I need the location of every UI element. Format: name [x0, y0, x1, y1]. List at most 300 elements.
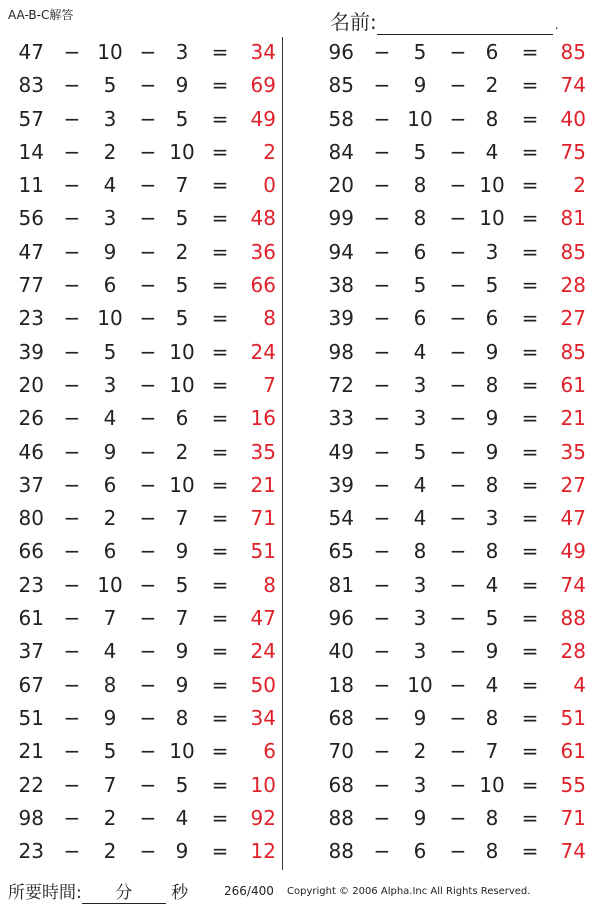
minus-sign-2: −	[139, 306, 157, 331]
equals-sign: =	[521, 472, 539, 497]
subtrahend-2: 10	[479, 772, 505, 797]
subtrahend-2: 8	[485, 106, 499, 131]
minuend: 21	[18, 739, 44, 764]
equals-sign: =	[211, 839, 229, 864]
subtrahend-2: 4	[485, 572, 499, 597]
minus-sign-1: −	[373, 805, 391, 830]
minus-sign-1: −	[373, 106, 391, 131]
answer: 85	[560, 40, 586, 64]
minus-sign-1: −	[373, 439, 391, 464]
equals-sign: =	[211, 439, 229, 464]
subtrahend-1: 3	[413, 406, 427, 431]
minus-sign-1: −	[373, 672, 391, 697]
minus-sign-2: −	[449, 139, 467, 164]
equals-sign: =	[211, 472, 229, 497]
minuend: 70	[328, 739, 354, 764]
subtrahend-1: 4	[103, 639, 117, 664]
minuend: 46	[18, 439, 44, 464]
subtrahend-1: 8	[413, 206, 427, 231]
subtrahend-2: 5	[175, 206, 189, 231]
minuend: 68	[328, 772, 354, 797]
minuend: 58	[328, 106, 354, 131]
time-label: 所要時間:	[8, 883, 82, 903]
subtrahend-1: 5	[103, 739, 117, 764]
column-divider	[282, 37, 283, 870]
subtrahend-1: 3	[103, 106, 117, 131]
minus-sign-1: −	[373, 40, 391, 64]
minus-sign-2: −	[139, 639, 157, 664]
problem-row	[318, 236, 598, 269]
problem-row	[8, 202, 288, 235]
equals-sign: =	[211, 406, 229, 431]
answer: 8	[263, 306, 276, 331]
answer: 47	[250, 606, 276, 631]
minus-sign-2: −	[139, 539, 157, 564]
minus-sign-1: −	[63, 173, 81, 198]
problem-row	[8, 402, 288, 435]
minus-sign-1: −	[373, 339, 391, 364]
problem-row	[318, 369, 598, 402]
answer: 71	[250, 506, 276, 531]
minuend: 14	[18, 139, 44, 164]
answer: 6	[263, 739, 276, 764]
subtrahend-1: 3	[103, 206, 117, 231]
minus-sign-2: −	[139, 472, 157, 497]
minus-sign-1: −	[63, 339, 81, 364]
subtrahend-2: 5	[175, 273, 189, 298]
subtrahend-2: 3	[485, 506, 499, 531]
minus-sign-2: −	[139, 106, 157, 131]
subtrahend-1: 3	[413, 772, 427, 797]
problem-row	[8, 169, 288, 202]
equals-sign: =	[521, 705, 539, 730]
answer: 71	[560, 805, 586, 830]
minus-sign-2: −	[449, 606, 467, 631]
minuend: 39	[328, 306, 354, 331]
answer: 35	[560, 439, 586, 464]
equals-sign: =	[521, 805, 539, 830]
problem-row	[8, 302, 288, 335]
minus-sign-2: −	[139, 705, 157, 730]
subtrahend-1: 9	[413, 705, 427, 730]
answer: 34	[250, 40, 276, 64]
equals-sign: =	[521, 239, 539, 264]
subtrahend-1: 9	[413, 805, 427, 830]
equals-sign: =	[211, 739, 229, 764]
problem-row	[8, 136, 288, 169]
answer: 28	[560, 639, 586, 664]
answer: 88	[560, 606, 586, 631]
answer: 81	[560, 206, 586, 231]
subtrahend-2: 7	[485, 739, 499, 764]
minus-sign-1: −	[373, 572, 391, 597]
subtrahend-1: 5	[413, 439, 427, 464]
minus-sign-2: −	[449, 739, 467, 764]
minuend: 77	[18, 273, 44, 298]
minuend: 40	[328, 639, 354, 664]
subtrahend-1: 10	[97, 306, 123, 331]
equals-sign: =	[521, 639, 539, 664]
subtrahend-2: 10	[169, 739, 195, 764]
subtrahend-1: 2	[103, 506, 117, 531]
problem-row	[8, 236, 288, 269]
minus-sign-2: −	[449, 639, 467, 664]
subtrahend-2: 4	[485, 139, 499, 164]
problem-row	[318, 202, 598, 235]
minus-sign-2: −	[449, 40, 467, 64]
subtrahend-2: 10	[479, 206, 505, 231]
minus-sign-2: −	[449, 339, 467, 364]
minus-sign-1: −	[373, 73, 391, 98]
minus-sign-2: −	[449, 805, 467, 830]
answer: 75	[560, 139, 586, 164]
subtrahend-2: 7	[175, 173, 189, 198]
minus-sign-1: −	[63, 739, 81, 764]
minus-sign-1: −	[63, 572, 81, 597]
minus-sign-2: −	[449, 839, 467, 864]
subtrahend-1: 10	[407, 106, 433, 131]
minus-sign-2: −	[449, 106, 467, 131]
page-number: 266/400	[224, 884, 274, 898]
problem-row	[318, 436, 598, 469]
subtrahend-1: 10	[97, 40, 123, 64]
minus-sign-2: −	[139, 572, 157, 597]
answer: 7	[263, 372, 276, 397]
minus-sign-1: −	[63, 672, 81, 697]
problem-row	[318, 402, 598, 435]
minus-sign-2: −	[449, 572, 467, 597]
answer: 34	[250, 705, 276, 730]
problem-row	[318, 336, 598, 369]
minus-sign-1: −	[373, 506, 391, 531]
minus-sign-2: −	[449, 306, 467, 331]
equals-sign: =	[211, 273, 229, 298]
minuend: 98	[18, 805, 44, 830]
equals-sign: =	[521, 139, 539, 164]
right-problem-column	[318, 36, 598, 868]
subtrahend-1: 5	[413, 273, 427, 298]
subtrahend-1: 8	[413, 173, 427, 198]
subtrahend-1: 3	[413, 639, 427, 664]
subtrahend-1: 10	[407, 672, 433, 697]
subtrahend-2: 9	[485, 439, 499, 464]
answer: 2	[573, 173, 586, 198]
minus-sign-2: −	[139, 739, 157, 764]
equals-sign: =	[211, 106, 229, 131]
problem-row	[318, 669, 598, 702]
minuend: 49	[328, 439, 354, 464]
equals-sign: =	[521, 839, 539, 864]
time-taken	[8, 878, 188, 904]
equals-sign: =	[211, 306, 229, 331]
problem-row	[318, 302, 598, 335]
problem-row	[318, 602, 598, 635]
minus-sign-1: −	[63, 772, 81, 797]
minus-sign-1: −	[63, 406, 81, 431]
answer: 49	[560, 539, 586, 564]
minuend: 68	[328, 705, 354, 730]
subtrahend-1: 4	[103, 406, 117, 431]
problem-row	[8, 769, 288, 802]
subtrahend-2: 9	[175, 539, 189, 564]
minus-sign-1: −	[63, 805, 81, 830]
subtrahend-1: 5	[413, 40, 427, 64]
problem-row	[8, 735, 288, 768]
minus-sign-1: −	[373, 639, 391, 664]
minus-sign-2: −	[139, 206, 157, 231]
equals-sign: =	[521, 206, 539, 231]
minus-sign-2: −	[139, 839, 157, 864]
minuend: 47	[18, 40, 44, 64]
subtrahend-1: 6	[103, 273, 117, 298]
subtrahend-2: 2	[175, 439, 189, 464]
minuend: 67	[18, 672, 44, 697]
minus-sign-1: −	[63, 372, 81, 397]
minus-sign-2: −	[139, 73, 157, 98]
subtrahend-2: 9	[175, 73, 189, 98]
equals-sign: =	[211, 539, 229, 564]
subtrahend-1: 4	[103, 173, 117, 198]
answer: 27	[560, 306, 586, 331]
subtrahend-2: 8	[485, 805, 499, 830]
problem-row	[8, 569, 288, 602]
equals-sign: =	[211, 639, 229, 664]
answer: 49	[250, 106, 276, 131]
minus-sign-1: −	[63, 106, 81, 131]
minus-sign-1: −	[373, 173, 391, 198]
problem-row	[318, 835, 598, 868]
minus-sign-2: −	[139, 139, 157, 164]
minus-sign-2: −	[139, 339, 157, 364]
equals-sign: =	[521, 739, 539, 764]
subtrahend-1: 9	[103, 439, 117, 464]
minus-sign-1: −	[63, 705, 81, 730]
minus-sign-2: −	[139, 406, 157, 431]
subtrahend-1: 6	[103, 539, 117, 564]
minuend: 23	[18, 839, 44, 864]
minuend: 54	[328, 506, 354, 531]
minuend: 85	[328, 73, 354, 98]
subtrahend-1: 9	[103, 705, 117, 730]
problem-row	[8, 269, 288, 302]
subtrahend-1: 5	[413, 139, 427, 164]
minus-sign-2: −	[139, 273, 157, 298]
subtrahend-2: 7	[175, 606, 189, 631]
minus-sign-2: −	[449, 772, 467, 797]
minus-sign-2: −	[449, 705, 467, 730]
equals-sign: =	[521, 406, 539, 431]
answer: 85	[560, 339, 586, 364]
subtrahend-1: 5	[103, 73, 117, 98]
minus-sign-1: −	[63, 839, 81, 864]
answer: 74	[560, 839, 586, 864]
subtrahend-1: 4	[413, 506, 427, 531]
minuend: 39	[328, 472, 354, 497]
problem-row	[8, 635, 288, 668]
minuend: 84	[328, 139, 354, 164]
minus-sign-2: −	[449, 539, 467, 564]
answer: 21	[560, 406, 586, 431]
subtrahend-1: 6	[103, 472, 117, 497]
minus-sign-1: −	[63, 206, 81, 231]
equals-sign: =	[521, 439, 539, 464]
answer: 16	[250, 406, 276, 431]
minus-sign-2: −	[449, 273, 467, 298]
equals-sign: =	[521, 506, 539, 531]
copyright: Copyright © 2006 Alpha.Inc All Rights Reserved.	[287, 886, 531, 897]
equals-sign: =	[211, 339, 229, 364]
minutes-blank	[82, 878, 166, 904]
answer: 50	[250, 672, 276, 697]
minuend: 61	[18, 606, 44, 631]
minus-sign-2: −	[139, 606, 157, 631]
minuend: 23	[18, 306, 44, 331]
subtrahend-1: 8	[103, 672, 117, 697]
minuend: 83	[18, 73, 44, 98]
answer: 47	[560, 506, 586, 531]
subtrahend-2: 10	[169, 339, 195, 364]
minus-sign-2: −	[139, 805, 157, 830]
answer: 51	[250, 539, 276, 564]
minuend: 37	[18, 639, 44, 664]
subtrahend-1: 3	[103, 372, 117, 397]
problem-row	[8, 103, 288, 136]
equals-sign: =	[211, 572, 229, 597]
subtrahend-2: 3	[485, 239, 499, 264]
name-blank-line	[377, 16, 553, 35]
minuend: 88	[328, 805, 354, 830]
subtrahend-2: 5	[175, 306, 189, 331]
answer: 51	[560, 705, 586, 730]
problem-row	[318, 569, 598, 602]
minuend: 37	[18, 472, 44, 497]
minuend: 94	[328, 239, 354, 264]
minuend: 99	[328, 206, 354, 231]
minus-sign-1: −	[373, 139, 391, 164]
subtrahend-2: 9	[175, 839, 189, 864]
subtrahend-1: 9	[103, 239, 117, 264]
subtrahend-1: 6	[413, 306, 427, 331]
problem-row	[8, 835, 288, 868]
subtrahend-1: 6	[413, 839, 427, 864]
equals-sign: =	[211, 239, 229, 264]
minuend: 98	[328, 339, 354, 364]
minus-sign-1: −	[63, 40, 81, 64]
answer: 0	[263, 173, 276, 198]
minuend: 20	[328, 173, 354, 198]
worksheet-title: AA-B-C解答	[8, 8, 74, 22]
minus-sign-2: −	[449, 239, 467, 264]
problem-row	[8, 469, 288, 502]
minuend: 23	[18, 572, 44, 597]
minus-sign-2: −	[139, 439, 157, 464]
subtrahend-2: 4	[175, 805, 189, 830]
subtrahend-2: 6	[175, 406, 189, 431]
subtrahend-1: 9	[413, 73, 427, 98]
minuend: 39	[18, 339, 44, 364]
equals-sign: =	[521, 772, 539, 797]
minus-sign-1: −	[63, 506, 81, 531]
subtrahend-2: 10	[169, 472, 195, 497]
subtrahend-2: 7	[175, 506, 189, 531]
minus-sign-2: −	[449, 439, 467, 464]
problem-row	[8, 802, 288, 835]
answer: 85	[560, 239, 586, 264]
problem-row	[318, 535, 598, 568]
equals-sign: =	[211, 705, 229, 730]
problem-row	[318, 735, 598, 768]
subtrahend-2: 8	[485, 372, 499, 397]
answer: 92	[250, 805, 276, 830]
minuend: 66	[18, 539, 44, 564]
minus-sign-2: −	[449, 73, 467, 98]
minus-sign-2: −	[449, 372, 467, 397]
minus-sign-1: −	[373, 273, 391, 298]
minuend: 65	[328, 539, 354, 564]
subtrahend-1: 3	[413, 572, 427, 597]
minuend: 88	[328, 839, 354, 864]
equals-sign: =	[521, 306, 539, 331]
subtrahend-2: 6	[485, 306, 499, 331]
answer: 35	[250, 439, 276, 464]
minus-sign-1: −	[373, 839, 391, 864]
minus-sign-1: −	[63, 139, 81, 164]
seconds-label: 秒	[171, 883, 189, 903]
subtrahend-2: 8	[485, 839, 499, 864]
subtrahend-1: 4	[413, 472, 427, 497]
minus-sign-1: −	[63, 273, 81, 298]
minus-sign-2: −	[449, 472, 467, 497]
subtrahend-2: 8	[485, 539, 499, 564]
minuend: 18	[328, 672, 354, 697]
problem-row	[8, 535, 288, 568]
minus-sign-1: −	[63, 472, 81, 497]
answer: 48	[250, 206, 276, 231]
subtrahend-2: 9	[175, 672, 189, 697]
equals-sign: =	[521, 106, 539, 131]
minutes-label: 分	[115, 883, 133, 903]
answer: 8	[263, 572, 276, 597]
minus-sign-1: −	[373, 539, 391, 564]
minus-sign-2: −	[449, 672, 467, 697]
equals-sign: =	[211, 805, 229, 830]
subtrahend-2: 5	[175, 572, 189, 597]
minuend: 80	[18, 506, 44, 531]
answer: 69	[250, 73, 276, 98]
problem-row	[318, 769, 598, 802]
answer: 61	[560, 739, 586, 764]
answer: 61	[560, 372, 586, 397]
subtrahend-1: 3	[413, 372, 427, 397]
problem-row	[318, 69, 598, 102]
problem-row	[318, 502, 598, 535]
equals-sign: =	[211, 372, 229, 397]
minuend: 47	[18, 239, 44, 264]
name-dot: .	[554, 18, 559, 32]
answer: 36	[250, 239, 276, 264]
subtrahend-2: 9	[485, 406, 499, 431]
equals-sign: =	[521, 73, 539, 98]
problem-row	[318, 103, 598, 136]
subtrahend-2: 3	[175, 40, 189, 64]
minus-sign-1: −	[373, 705, 391, 730]
minus-sign-1: −	[373, 606, 391, 631]
subtrahend-2: 10	[169, 139, 195, 164]
answer: 2	[263, 139, 276, 164]
subtrahend-2: 9	[175, 639, 189, 664]
subtrahend-2: 5	[175, 772, 189, 797]
subtrahend-1: 5	[103, 339, 117, 364]
